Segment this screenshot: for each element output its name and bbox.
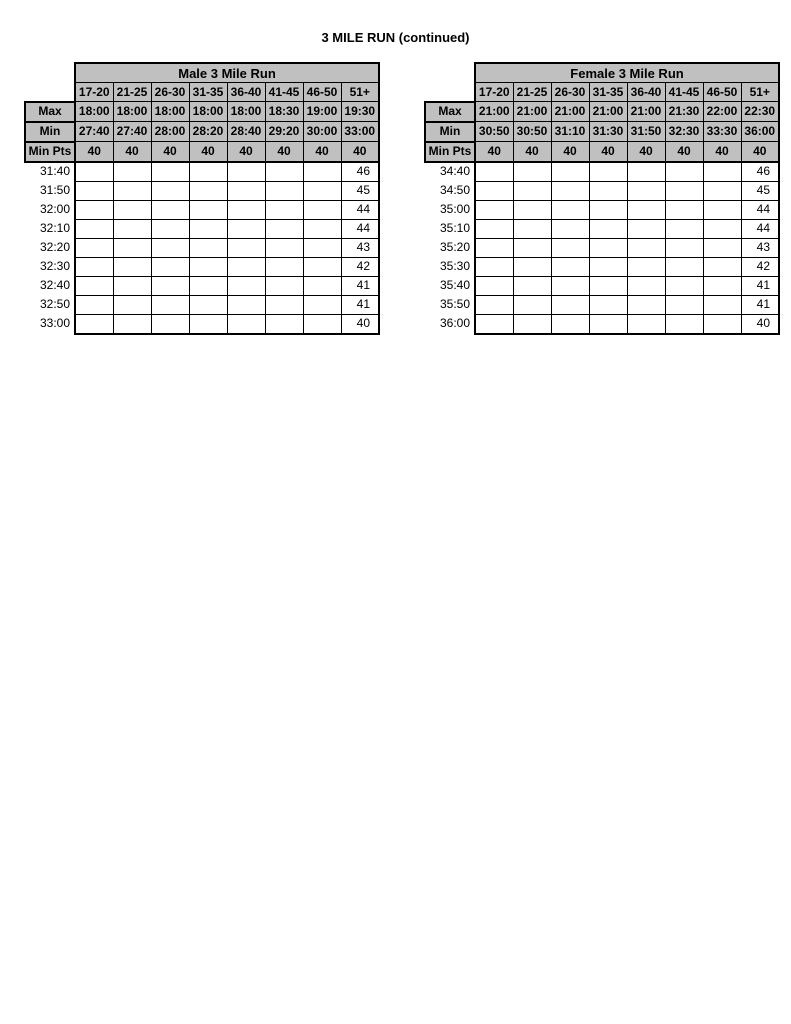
min-pts-value: 40 [151, 142, 189, 162]
blank-cell [475, 181, 513, 200]
points-cell: 45 [341, 181, 379, 200]
min-pts-value: 40 [589, 142, 627, 162]
blank-cell [589, 295, 627, 314]
max-value: 22:30 [741, 102, 779, 122]
table-row [25, 295, 379, 314]
time-cell: 34:50 [439, 183, 470, 197]
points-cell: 40 [741, 314, 779, 334]
time-cell: 31:40 [39, 164, 70, 179]
blank-cell [627, 238, 665, 257]
time-cell: 33:00 [39, 316, 70, 331]
min-pts-value: 40 [303, 142, 341, 162]
blank-cell [513, 162, 551, 182]
blank-cell [75, 257, 113, 276]
points-cell: 44 [341, 219, 379, 238]
min-pts-value: 40 [665, 142, 703, 162]
blank-cell [627, 181, 665, 200]
blank-cell [627, 162, 665, 182]
row-label: Min Pts [25, 142, 75, 162]
max-value: 22:00 [703, 102, 741, 122]
blank-cell [627, 314, 665, 334]
table-row [425, 181, 779, 200]
blank-cell [665, 181, 703, 200]
blank-cell [627, 219, 665, 238]
time-cell: 32:40 [39, 278, 70, 292]
time-cell: 32:10 [39, 221, 70, 235]
blank-cell [475, 162, 513, 182]
time-cell: 32:50 [39, 297, 70, 311]
table-row [25, 219, 379, 238]
min-value: 28:40 [227, 122, 265, 142]
blank-cell [665, 162, 703, 182]
age-group-header: 51+ [341, 83, 379, 102]
row-label: Min [425, 122, 475, 142]
min-value: 27:40 [113, 122, 151, 142]
table-row [425, 238, 779, 257]
max-row [425, 102, 779, 122]
title-row [25, 63, 379, 83]
age-group-header: 17-20 [475, 83, 513, 102]
blank-cell [665, 314, 703, 334]
blank-cell [513, 276, 551, 295]
blank-cell [189, 276, 227, 295]
blank-cell [189, 200, 227, 219]
blank-cell [75, 162, 113, 182]
blank-cell [551, 200, 589, 219]
male-run-table [24, 62, 380, 335]
blank-cell [265, 295, 303, 314]
blank-cell [703, 276, 741, 295]
time-cell: 34:40 [439, 164, 470, 179]
blank-cell [551, 257, 589, 276]
blank-cell [265, 314, 303, 334]
table-row [25, 162, 379, 182]
points-cell: 42 [741, 257, 779, 276]
blank-cell [303, 200, 341, 219]
blank-cell [303, 257, 341, 276]
spacer-cell [425, 83, 475, 102]
min-pts-value: 40 [513, 142, 551, 162]
blank-cell [589, 238, 627, 257]
blank-cell [589, 219, 627, 238]
blank-cell [113, 219, 151, 238]
blank-cell [703, 162, 741, 182]
table-row [25, 238, 379, 257]
table-row [25, 314, 379, 334]
blank-cell [113, 162, 151, 182]
blank-cell [189, 162, 227, 182]
points-cell: 42 [341, 257, 379, 276]
min-value: 31:50 [627, 122, 665, 142]
points-cell: 41 [741, 276, 779, 295]
min-pts-value: 40 [113, 142, 151, 162]
blank-cell [589, 200, 627, 219]
points-cell: 41 [341, 295, 379, 314]
min-pts-row [425, 142, 779, 162]
blank-cell [75, 276, 113, 295]
points-cell: 40 [341, 314, 379, 334]
blank-cell [227, 276, 265, 295]
time-cell: 35:30 [439, 259, 470, 273]
blank-cell [151, 162, 189, 182]
blank-cell [551, 314, 589, 334]
age-group-header: 36-40 [227, 83, 265, 102]
blank-cell [551, 219, 589, 238]
max-value: 19:30 [341, 102, 379, 122]
blank-cell [151, 181, 189, 200]
min-value: 30:50 [475, 122, 513, 142]
blank-cell [265, 200, 303, 219]
blank-cell [189, 238, 227, 257]
blank-cell [113, 257, 151, 276]
blank-cell [265, 181, 303, 200]
age-group-row [25, 83, 379, 102]
blank-cell [227, 314, 265, 334]
table-row [25, 181, 379, 200]
blank-cell [189, 181, 227, 200]
min-value: 27:40 [75, 122, 113, 142]
min-pts-value: 40 [741, 142, 779, 162]
max-value: 21:00 [627, 102, 665, 122]
blank-cell [665, 238, 703, 257]
spacer-cell [25, 83, 75, 102]
blank-cell [227, 162, 265, 182]
blank-cell [589, 257, 627, 276]
spacer-cell [25, 63, 75, 83]
blank-cell [627, 276, 665, 295]
blank-cell [75, 314, 113, 334]
blank-cell [589, 314, 627, 334]
time-cell: 31:50 [39, 183, 70, 197]
min-pts-value: 40 [703, 142, 741, 162]
time-cell: 32:20 [39, 240, 70, 254]
min-row [425, 122, 779, 142]
blank-cell [151, 314, 189, 334]
blank-cell [303, 276, 341, 295]
points-cell: 43 [741, 238, 779, 257]
blank-cell [189, 314, 227, 334]
age-group-row [425, 83, 779, 102]
age-group-header: 41-45 [265, 83, 303, 102]
min-value: 30:50 [513, 122, 551, 142]
blank-cell [227, 295, 265, 314]
blank-cell [589, 162, 627, 182]
table-row [425, 219, 779, 238]
table-title: Male 3 Mile Run [75, 63, 379, 83]
blank-cell [665, 295, 703, 314]
time-cell: 35:10 [439, 221, 470, 235]
time-cell: 35:50 [439, 297, 470, 311]
max-value: 18:00 [227, 102, 265, 122]
table-row [25, 276, 379, 295]
blank-cell [75, 200, 113, 219]
min-value: 36:00 [741, 122, 779, 142]
blank-cell [475, 238, 513, 257]
max-value: 21:00 [513, 102, 551, 122]
blank-cell [303, 295, 341, 314]
blank-cell [303, 162, 341, 182]
blank-cell [227, 238, 265, 257]
blank-cell [113, 200, 151, 219]
min-value: 28:20 [189, 122, 227, 142]
blank-cell [551, 238, 589, 257]
min-pts-row [25, 142, 379, 162]
row-label: Max [25, 102, 75, 122]
table-title: Female 3 Mile Run [475, 63, 779, 83]
blank-cell [513, 238, 551, 257]
spacer-cell [425, 63, 475, 83]
blank-cell [551, 276, 589, 295]
blank-cell [75, 219, 113, 238]
blank-cell [189, 257, 227, 276]
blank-cell [303, 238, 341, 257]
age-group-header: 46-50 [303, 83, 341, 102]
blank-cell [513, 295, 551, 314]
blank-cell [513, 219, 551, 238]
time-cell: 36:00 [439, 316, 470, 331]
max-value: 21:00 [475, 102, 513, 122]
time-cell: 35:40 [439, 278, 470, 292]
blank-cell [703, 238, 741, 257]
min-value: 28:00 [151, 122, 189, 142]
row-label: Min [25, 122, 75, 142]
age-group-header: 31-35 [189, 83, 227, 102]
blank-cell [513, 200, 551, 219]
blank-cell [151, 257, 189, 276]
page-title: 3 MILE RUN (continued) [321, 30, 470, 45]
points-cell: 45 [741, 181, 779, 200]
blank-cell [475, 257, 513, 276]
blank-cell [265, 276, 303, 295]
min-value: 30:00 [303, 122, 341, 142]
row-label: Max [425, 102, 475, 122]
blank-cell [627, 200, 665, 219]
time-cell: 32:00 [39, 202, 70, 216]
blank-cell [303, 314, 341, 334]
age-group-header: 17-20 [75, 83, 113, 102]
blank-cell [589, 181, 627, 200]
blank-cell [475, 276, 513, 295]
blank-cell [113, 314, 151, 334]
min-pts-value: 40 [227, 142, 265, 162]
age-group-header: 36-40 [627, 83, 665, 102]
blank-cell [113, 181, 151, 200]
blank-cell [703, 181, 741, 200]
min-row [25, 122, 379, 142]
blank-cell [303, 181, 341, 200]
time-cell: 35:00 [439, 202, 470, 216]
blank-cell [475, 219, 513, 238]
table-row [425, 276, 779, 295]
time-cell: 32:30 [39, 259, 70, 273]
blank-cell [475, 295, 513, 314]
blank-cell [113, 295, 151, 314]
max-value: 19:00 [303, 102, 341, 122]
table-row [425, 314, 779, 334]
max-value: 18:00 [151, 102, 189, 122]
blank-cell [151, 238, 189, 257]
points-cell: 44 [341, 200, 379, 219]
blank-cell [665, 219, 703, 238]
table-row [425, 257, 779, 276]
points-cell: 44 [741, 200, 779, 219]
blank-cell [75, 181, 113, 200]
blank-cell [151, 276, 189, 295]
blank-cell [151, 219, 189, 238]
min-value: 33:00 [341, 122, 379, 142]
min-value: 29:20 [265, 122, 303, 142]
age-group-header: 26-30 [551, 83, 589, 102]
points-cell: 43 [341, 238, 379, 257]
blank-cell [75, 295, 113, 314]
blank-cell [75, 238, 113, 257]
blank-cell [265, 257, 303, 276]
age-group-header: 26-30 [151, 83, 189, 102]
min-value: 32:30 [665, 122, 703, 142]
points-cell: 41 [341, 276, 379, 295]
blank-cell [151, 295, 189, 314]
blank-cell [589, 276, 627, 295]
blank-cell [665, 257, 703, 276]
blank-cell [703, 200, 741, 219]
min-pts-value: 40 [475, 142, 513, 162]
max-row [25, 102, 379, 122]
blank-cell [703, 219, 741, 238]
age-group-header: 21-25 [113, 83, 151, 102]
blank-cell [551, 162, 589, 182]
min-value: 31:30 [589, 122, 627, 142]
age-group-header: 51+ [741, 83, 779, 102]
blank-cell [227, 181, 265, 200]
max-value: 21:00 [589, 102, 627, 122]
blank-cell [665, 200, 703, 219]
blank-cell [189, 295, 227, 314]
blank-cell [113, 276, 151, 295]
max-value: 18:00 [113, 102, 151, 122]
blank-cell [665, 276, 703, 295]
points-cell: 46 [741, 162, 779, 182]
blank-cell [627, 295, 665, 314]
points-cell: 41 [741, 295, 779, 314]
max-value: 18:00 [189, 102, 227, 122]
min-pts-value: 40 [189, 142, 227, 162]
age-group-header: 46-50 [703, 83, 741, 102]
blank-cell [265, 219, 303, 238]
blank-cell [551, 181, 589, 200]
blank-cell [227, 200, 265, 219]
points-cell: 44 [741, 219, 779, 238]
blank-cell [303, 219, 341, 238]
min-pts-value: 40 [551, 142, 589, 162]
min-value: 33:30 [703, 122, 741, 142]
table-row [425, 200, 779, 219]
blank-cell [703, 314, 741, 334]
table-row [425, 295, 779, 314]
table-row [25, 200, 379, 219]
blank-cell [227, 219, 265, 238]
blank-cell [475, 314, 513, 334]
title-row [425, 63, 779, 83]
blank-cell [703, 295, 741, 314]
min-pts-value: 40 [75, 142, 113, 162]
female-run-table [424, 62, 780, 335]
blank-cell [551, 295, 589, 314]
age-group-header: 31-35 [589, 83, 627, 102]
blank-cell [703, 257, 741, 276]
blank-cell [227, 257, 265, 276]
max-value: 21:00 [551, 102, 589, 122]
blank-cell [151, 200, 189, 219]
blank-cell [513, 181, 551, 200]
min-pts-value: 40 [265, 142, 303, 162]
table-row [25, 257, 379, 276]
blank-cell [513, 314, 551, 334]
blank-cell [475, 200, 513, 219]
age-group-header: 41-45 [665, 83, 703, 102]
blank-cell [513, 257, 551, 276]
min-value: 31:10 [551, 122, 589, 142]
min-pts-value: 40 [341, 142, 379, 162]
blank-cell [189, 219, 227, 238]
table-row [425, 162, 779, 182]
blank-cell [265, 162, 303, 182]
time-cell: 35:20 [439, 240, 470, 254]
points-cell: 46 [341, 162, 379, 182]
max-value: 18:00 [75, 102, 113, 122]
max-value: 21:30 [665, 102, 703, 122]
min-pts-value: 40 [627, 142, 665, 162]
blank-cell [113, 238, 151, 257]
age-group-header: 21-25 [513, 83, 551, 102]
row-label: Min Pts [425, 142, 475, 162]
blank-cell [265, 238, 303, 257]
blank-cell [627, 257, 665, 276]
max-value: 18:30 [265, 102, 303, 122]
